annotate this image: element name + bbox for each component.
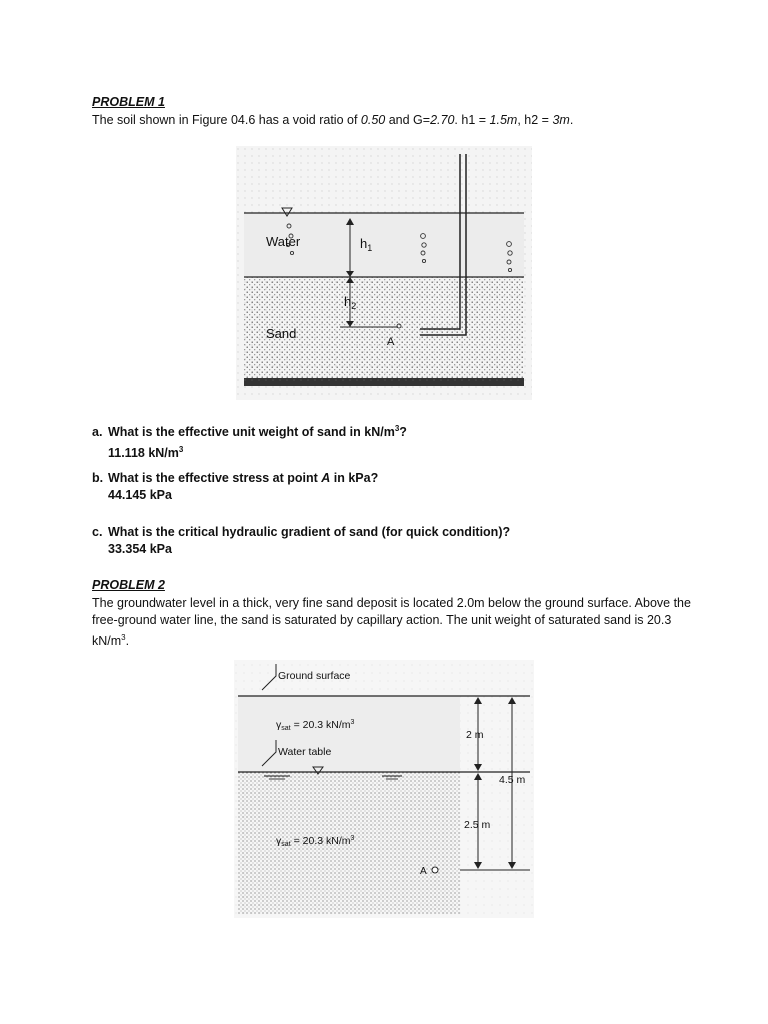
statement-part: . h1 = — [454, 113, 490, 127]
statement-part: , h2 = — [517, 113, 553, 127]
question-text: What is the effective unit weight of sand in kN/m — [108, 425, 395, 440]
water-table-label: Water table — [278, 746, 332, 758]
question-b — [92, 470, 378, 504]
superscript: 3 — [121, 633, 126, 642]
problem2-statement — [92, 595, 692, 650]
question-text: What is the effective stress at point — [108, 471, 322, 485]
gamma-subscript: sat — [281, 841, 291, 848]
point-a-ref: A — [321, 471, 331, 485]
specific-gravity-value: 2.70 — [430, 113, 455, 127]
h2-symbol: h — [344, 294, 352, 309]
statement-text: The groundwater level in a thick, very fine sand deposit is located 2.0m below the ground surface. Above the free-ground water line, the sand is saturated by capillary action. The unit weight of saturated sand is 20.3 kN/m — [92, 596, 691, 649]
h2-subscript: 2 — [351, 301, 357, 311]
sand-label: Sand — [266, 326, 297, 341]
dim-2-5m-label: 2.5 m — [464, 819, 491, 831]
h1-subscript: 1 — [367, 243, 373, 253]
h1-symbol: h — [360, 236, 368, 251]
point-a-label: A — [387, 336, 395, 348]
unit-superscript: 3 — [350, 719, 355, 726]
ground-surface-label: Ground surface — [278, 670, 351, 682]
answer-c: 33.354 kPa — [108, 542, 172, 556]
dim-4-5m-label: 4.5 m — [499, 774, 526, 786]
unit-superscript: 3 — [350, 835, 355, 842]
statement-part: and G= — [385, 113, 431, 127]
h2-value: 3m — [552, 113, 570, 127]
gamma-symbol: γ — [276, 835, 282, 847]
answer-a — [92, 441, 407, 462]
question-a — [92, 420, 407, 462]
water-label: Water — [266, 234, 301, 249]
point-a-label: A — [420, 866, 427, 877]
gamma-value: = 20.3 kN/m — [293, 719, 351, 731]
problem1-title: PROBLEM 1 — [92, 95, 165, 109]
question-text: in kPa? — [330, 471, 379, 485]
question-a-text — [92, 420, 407, 441]
statement-text: . — [125, 634, 130, 649]
void-ratio-value: 0.50 — [360, 113, 386, 127]
question-label: b. — [92, 471, 104, 485]
question-label: c. — [92, 525, 103, 539]
answer-text: 11.118 kN/m — [108, 446, 179, 461]
question-label: a. — [92, 425, 103, 440]
problem2-title: PROBLEM 2 — [92, 578, 165, 592]
question-text: What is the critical hydraulic gradient of sand (for quick condition)? — [108, 525, 511, 539]
superscript: 3 — [178, 445, 184, 455]
question-b-text — [92, 470, 378, 487]
statement-part: The soil shown in Figure 04.6 has a void ratio of — [92, 113, 361, 127]
figure-soil-profile — [236, 146, 532, 400]
gamma-value: = 20.3 kN/m — [293, 835, 351, 847]
question-c — [92, 524, 510, 558]
capillary-zone — [238, 696, 460, 772]
question-c-text — [92, 524, 510, 541]
question-text: ? — [399, 425, 407, 440]
superscript: 3 — [394, 424, 400, 433]
gamma-subscript: sat — [281, 725, 291, 732]
dim-2m-label: 2 m — [466, 729, 484, 741]
gamma-symbol: γ — [276, 719, 282, 731]
h1-value: 1.5m — [489, 113, 518, 127]
answer-b: 44.145 kPa — [108, 488, 172, 502]
statement-part: . — [569, 113, 574, 127]
figure-capillary-profile — [234, 660, 534, 918]
point-a-marker — [432, 867, 438, 873]
problem1-statement — [92, 112, 573, 129]
